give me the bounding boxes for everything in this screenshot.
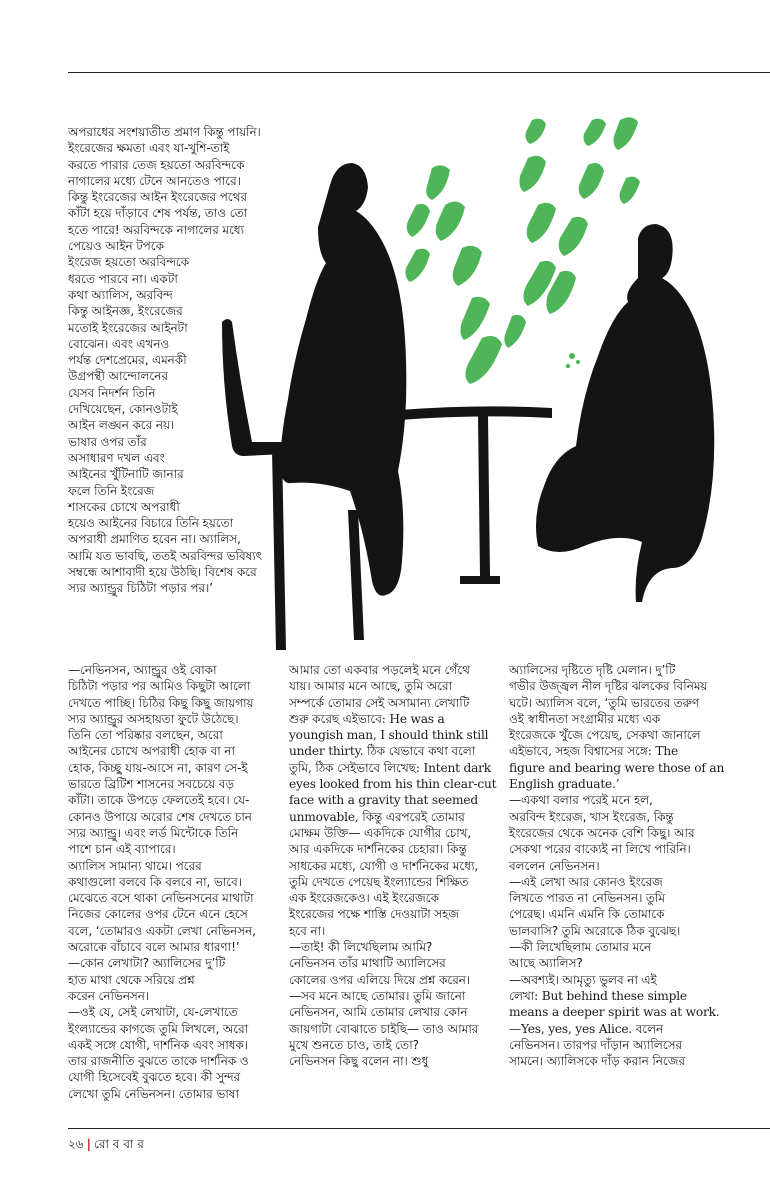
text-line: এইভাবে, সহজ বিশ্বাসের সঙ্গে: The <box>509 744 678 759</box>
text-line: যেসব নিদর্শন তিনি <box>68 385 156 400</box>
text-line: পেয়েও আইন টপকে <box>68 239 164 254</box>
text-line: চিঠিটা পড়ার পর আমিও কিছুটা আলো <box>68 679 251 694</box>
text-line: লিখতে পারত না নেভিনসন। তুমি <box>509 891 665 906</box>
text-line: তিনি তো পরিষ্কার বলছেন, অরো <box>68 728 223 743</box>
top-column <box>68 124 262 597</box>
text-line: —সব মনে আছে তোমার। তুমি জানো <box>289 988 466 1003</box>
text-line: নেভিনসন। তারপর দাঁড়ান অ্যালিসের <box>509 1037 683 1052</box>
text-line: —কোন লেখাটা? অ্যালিসের দু’টি <box>68 956 226 971</box>
text-line: দেখতে পাচ্ছি। চিঠির কিছু কিছু জায়গায় <box>68 695 254 710</box>
footer-separator: | <box>86 1137 91 1151</box>
text-line: অসাধারণ দখল এবং <box>68 450 165 465</box>
text-line: ইংরেজের পক্ষে শাস্তি দেওয়াটা সহজ <box>289 907 459 922</box>
text-line: মেঝেতে বসে থাকা নেভিনসনের মাথাটা <box>68 891 254 906</box>
text-line: নেভিনসন কিছু বলেন না। শুধু <box>289 1054 429 1069</box>
text-line: নেভিনসন তাঁর মাথাটি অ্যালিসের <box>289 956 446 971</box>
text-line: ইংল্যান্ডের কাগজে তুমি লিখলে, অরো <box>68 1021 249 1036</box>
text-line: ভালবাসি? তুমি অরোকে ঠিক বুঝেছ। <box>509 923 681 938</box>
text-line: সম্পর্কে তোমার সেই অসামান্য লেখাটি <box>289 695 470 710</box>
text-line: গভীর উজ্জ্বল নীল দৃষ্টির ঝলকের বিনিময় <box>509 679 708 694</box>
text-line: স্যর অ্যান্ড্রু। এবং লর্ড মিন্টোকে তিনি <box>68 825 239 840</box>
text-line: আর একদিকে দার্শনিকের চেহারা। কিন্তু <box>289 842 467 857</box>
text-line: ওই স্বাধীনতা সংগ্রামীর মধ্যে এক <box>509 711 661 726</box>
text-line: —কী লিখেছিলাম তোমার মনে <box>509 940 652 955</box>
text-line: ইংরেজের থেকে অনেক বেশি কিছু। আর <box>509 825 695 840</box>
text-line: জায়গাটা বোঝাতে চাইছি— তাও আমার <box>289 1021 479 1036</box>
text-line: পাশে চান এই ব্যাপারে। <box>68 842 176 857</box>
ink-illustration <box>220 110 730 655</box>
text-line: —ওই যে, সেই লেখাটা, যে-লেখাতে <box>68 1005 238 1020</box>
text-line: —অবশ্যই। আমৃত্যু ভুলব না এই <box>509 972 657 987</box>
text-line: ধরতে পারবে না। একটা <box>68 271 178 286</box>
text-line: ফলে তিনি ইংরেজ <box>68 483 155 498</box>
text-line: লেখা: But behind these simple <box>509 988 687 1003</box>
text-line: পেরেছ। এমনি এমনি কি তোমাকে <box>509 907 665 922</box>
text-line: সম্বন্ধে আশাবাদী হয়ে উঠছি। বিশেষ করে <box>68 565 257 580</box>
text-line: কথা অ্যালিস, অরবিন্দ <box>68 287 173 302</box>
text-line: তুমি দেখতে পেয়েছ ইংল্যান্ডের শিক্ষিত <box>289 874 469 889</box>
column-middle <box>289 662 497 1069</box>
text-line: হোক, কিচ্ছু যায়-আসে না, কারণ সে-ই <box>68 760 248 775</box>
text-line: আইনের খুঁটিনাটি জানার <box>68 467 184 482</box>
text-line: ইংরেজের ক্ষমতা এবং যা-খুশি-তাই <box>68 141 230 156</box>
text-line: কথাগুলো বলবে কি বলবে না, ভাবে। <box>68 874 242 889</box>
page-number: ২৬ <box>68 1137 84 1151</box>
text-line: আছে অ্যালিস? <box>509 956 583 971</box>
text-line: ইংরেজকে খুঁজে পেয়েছ, সেকথা জানালে <box>509 728 701 743</box>
text-line: কাঁটা হয়ে দাঁড়াবে শেষ পর্যন্ত, তাও তো <box>68 206 248 221</box>
text-line: কিন্তু ইংরেজের আইন ইংরেজের পথের <box>68 190 247 205</box>
text-line: মতোই ইংরেজের আইনটা <box>68 320 188 335</box>
text-line: হাত মাথা থেকে সরিয়ে প্রশ্ন <box>68 972 195 987</box>
text-line: বললেন নেভিনসন। <box>509 858 600 873</box>
text-line: মোক্ষম উক্তি— একদিকে যোগীর চোখ, <box>289 825 472 840</box>
footer <box>68 1136 144 1156</box>
text-line: তার রাজনীতি বুঝতে তাকে দার্শনিক ও <box>68 1054 249 1069</box>
text-line: স্যর অ্যান্ড্রুর অসহায়তা ফুটে উঠেছে। <box>68 711 239 726</box>
text-line: eyes looked from his thin clear-cut <box>289 777 497 792</box>
text-line: একই সঙ্গে যোগী, দার্শনিক এবং সাধক। <box>68 1037 248 1052</box>
text-line: under thirty. ঠিক যেভাবে কথা বলো <box>289 744 476 759</box>
text-line: এক ইংরেজকেও। এই ইংরেজকে <box>289 891 439 906</box>
text-line: যোগী হিসেবেই বুঝতে হবে। কী সুন্দর <box>68 1070 241 1085</box>
text-line: আমি যত ভাবছি, ততই অরবিন্দর ভবিষ্যৎ <box>68 548 262 563</box>
text-line: ইংরেজ হয়তো অরবিন্দকে <box>68 255 190 270</box>
text-line: লেখো তুমি নেভিনসন। তোমার ভাষা <box>68 1086 239 1101</box>
text-line: আমার তো একবার পড়লেই মনে গেঁথে <box>289 663 470 677</box>
text-line: নেভিনসন, আমি তোমার লেখার কোন <box>289 1005 468 1020</box>
text-line: English graduate.’ <box>509 777 620 792</box>
text-line: —নেভিনসন, অ্যান্ড্রুর ওই বোকা <box>68 663 217 677</box>
text-line: ঘটে। অ্যালিস বলে, ‘তুমি ভারতের তরুণ <box>509 695 700 710</box>
text-line: —তাই! কী লিখেছিলাম আমি? <box>289 940 433 955</box>
text-line: নাগালের মধ্যে টেনে আনতেও পারে। <box>68 173 241 188</box>
text-line: কাঁটা। তাকে উপড়ে ফেলতেই হবে। যে- <box>68 793 250 808</box>
text-line: সামনে। অ্যালিসকে দাঁড় করান নিজের <box>509 1054 685 1069</box>
text-line: দেখিয়েছেন, কোনওটাই <box>68 402 178 417</box>
text-line: বলে, ‘তোমারও একটা লেখা নেভিনসন, <box>68 923 256 938</box>
text-line: সাধকের মধ্যে, যোগী ও দার্শনিকের মধ্যে, <box>289 858 479 873</box>
text-line: কোনও উপায়ে অরোর শেষ দেখতে চান <box>68 809 252 824</box>
text-line: হবে না। <box>289 923 326 938</box>
text-line: —এই লেখা আর কোনও ইংরেজ <box>509 874 663 889</box>
top-rule <box>68 72 770 73</box>
magazine-name: রো ব বা র <box>94 1137 144 1151</box>
text-line: অ্যালিস সামান্য থামে। পরের <box>68 858 202 873</box>
text-line: তুমি, ঠিক সেইভাবে লিখেছ: Intent dark <box>289 760 491 775</box>
text-line: উগ্রপন্থী আন্দোলনের <box>68 369 168 384</box>
text-line: পর্যন্ত দেশপ্রেমের, এমনকী <box>68 353 187 368</box>
text-line: শাসকের চোখে অপরাধী <box>68 499 180 514</box>
text-line: youngish man, I should think still <box>289 728 489 743</box>
text-line: করতে পারার তেজ হয়তো অরবিন্দকে <box>68 157 245 172</box>
text-line: কিন্তু আইনজ্ঞ, ইংরেজের <box>68 304 183 319</box>
bottom-rule <box>68 1128 770 1129</box>
figures <box>222 163 714 650</box>
text-line: unmovable, কিন্তু এরপরেই তোমার <box>289 809 465 824</box>
text-line: ভারতে ব্রিটিশ শাসনের সবচেয়ে বড় <box>68 777 234 792</box>
text-line: নিজের কোলের ওপর টেনে এনে হেসে <box>68 907 248 922</box>
text-line: অপরাধী প্রমাণিত হবেন না। অ্যালিস, <box>68 532 241 547</box>
text-line: means a deeper spirit was at work. <box>509 1005 720 1020</box>
text-line: সেকথা পরের বাক্যেই না লিখে পারিনি। <box>509 842 691 857</box>
text-line: বোঝেন। এবং এখনও <box>68 336 170 351</box>
text-line: হয়েও আইনের বিচারে তিনি হয়তো <box>68 516 234 531</box>
text-line: যায়। আমার মনে আছে, তুমি অরো <box>289 679 453 694</box>
text-line: হতে পারে! অরবিন্দকে নাগালের মধ্যে <box>68 222 245 237</box>
text-line: অ্যালিসের দৃষ্টিতে দৃষ্টি মেলান। দু’টি <box>509 663 676 677</box>
text-line: face with a gravity that seemed <box>289 793 478 808</box>
text-line: —একথা বলার পরেই মনে হল, <box>509 793 653 808</box>
text-line: অপরাধের সংশয়াতীত প্রমাণ কিন্তু পায়নি। <box>68 125 261 139</box>
text-line: অরোকে বাঁচাবে বলে আমার ধারণা!’ <box>68 940 240 955</box>
text-line: —Yes, yes, yes Alice. বলেন <box>509 1021 664 1036</box>
text-line: আইনের চোখে অপরাধী হোক বা না <box>68 744 235 759</box>
text-line: মুখে শুনতে চাও, তাই তো? <box>289 1037 419 1052</box>
text-line: ভাষার ওপর তাঁর <box>68 434 147 449</box>
text-line: স্যর অ্যান্ড্রুর চিঠিটা পড়ার পর।’ <box>68 581 213 596</box>
text-line: করেন নেভিনসন। <box>68 988 150 1003</box>
text-line: অরবিন্দ ইংরেজ, খাস ইংরেজ, কিন্তু <box>509 809 674 824</box>
text-line: শুরু করেছ এইভাবে: He was a <box>289 711 445 726</box>
column-right <box>509 662 725 1069</box>
text-line: কোলের ওপর এলিয়ে দিয়ে প্রশ্ন করেন। <box>289 972 471 987</box>
text-line: আইন লঙ্ঘন করে নয়। <box>68 418 175 433</box>
column-left <box>68 662 276 1102</box>
text-line: figure and bearing were those of an <box>509 760 725 775</box>
